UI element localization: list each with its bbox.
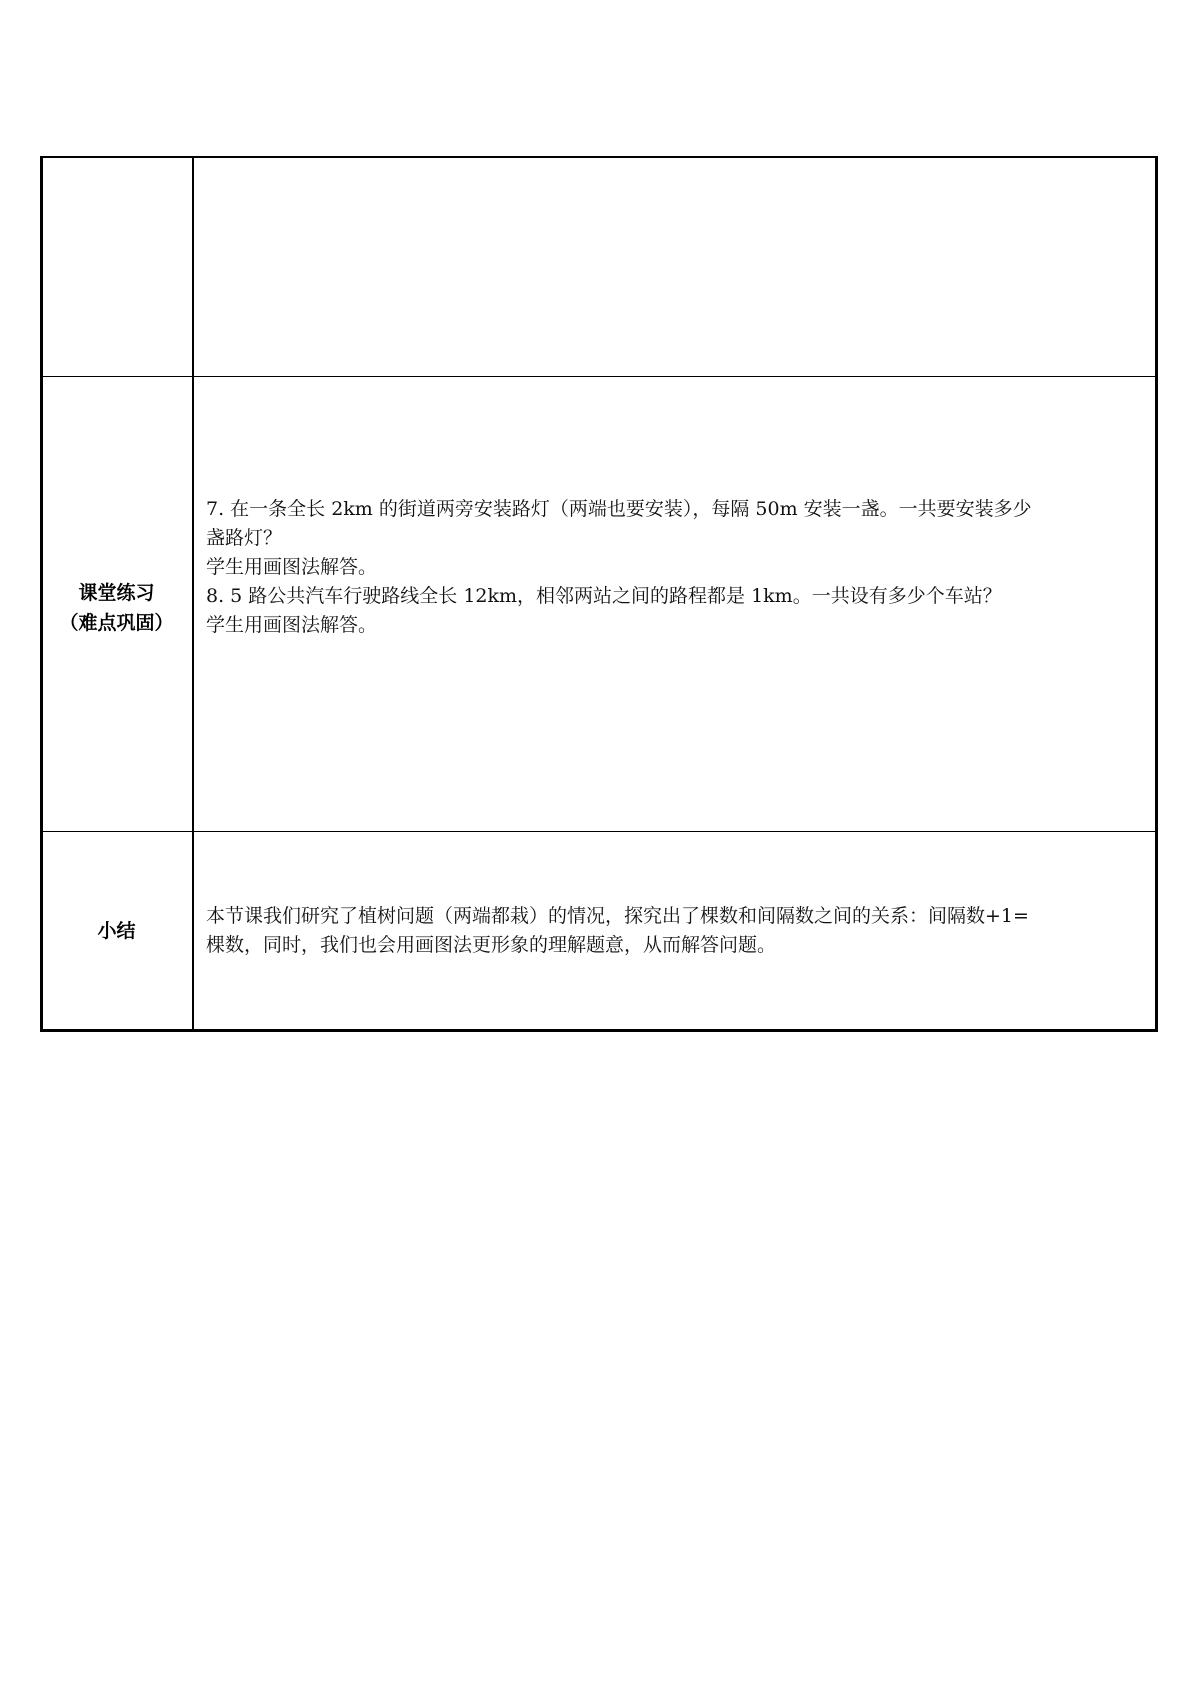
summary-label: 小结 [97,919,136,942]
row-label [40,377,193,831]
exercise-7-note: 学生用画图法解答。 [206,556,378,578]
exercise-8-note: 学生用画图法解答。 [206,614,378,636]
exercise-8-line1: 8. 5 路公共汽车行驶路线全长 12km，相邻两站之间的路程都是 1km。一共设有多少个车站？ [206,585,1002,607]
table-row [40,377,1158,831]
summary-line2: 棵数，同时，我们也会用画图法更形象的理解题意，从而解答问题。 [206,933,777,956]
table-row [40,158,1158,376]
row-label [40,832,193,1029]
row-content [206,832,1148,1029]
row-label-line1: 课堂练习 [78,582,155,604]
row-content [206,377,1148,831]
exercise-7-line2: 盏路灯？ [206,527,283,549]
row-label [40,158,193,376]
table-row [40,832,1158,1029]
row-label-line2: （难点巩固） [59,612,174,634]
table-border-bottom [40,1029,1158,1032]
row-content [206,158,1148,376]
summary-line1: 本节课我们研究了植树问题（两端都栽）的情况，探究出了棵数和间隔数之间的关系：间隔数+1= [206,904,1029,927]
exercise-7-line1: 7. 在一条全长 2km 的街道两旁安装路灯（两端也要安装），每隔 50m 安装一盏。一共要安装多少 [206,498,1032,520]
